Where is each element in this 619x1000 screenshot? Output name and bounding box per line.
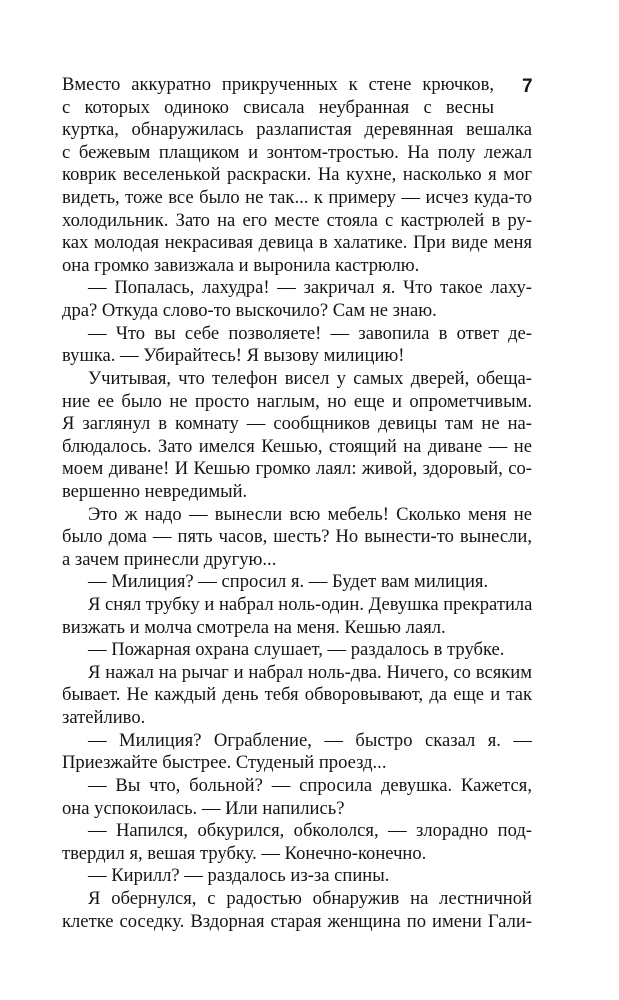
text-line: — Милиция? — спросил я. — Будет вам милиция. (88, 571, 489, 593)
text-line: бывает. Не каждый день тебя обворовывают, да еще и так (62, 684, 532, 706)
text-line: Я обернулся, с радостью обнаружив на лестничной (88, 887, 532, 909)
text-line: дра? Откуда слово-то выскочило? Сам не знаю. (62, 300, 437, 322)
text-line: а зачем принесли другую... (62, 548, 277, 570)
text-line: ках молодая некрасивая девица в халатике. При виде меня (62, 232, 532, 254)
text-line: Это ж надо — вынесли всю мебель! Сколько меня не (88, 503, 532, 525)
text-line: — Пожарная охрана слушает, — раздалось в трубке. (88, 639, 505, 661)
body-text (62, 74, 532, 933)
text-line: блюдалось. Зато имелся Кешью, стоящий на диване — не (62, 435, 532, 457)
text-line: холодильник. Зато на его месте стояла с кастрюлей в ру- (62, 209, 532, 231)
text-line: — Кирилл? — раздалось из-за спины. (88, 865, 390, 887)
text-line: моем диване! И Кешью громко лаял: живой, здоровый, со- (62, 458, 532, 480)
text-line: она громко завизжала и выронила кастрюлю. (62, 254, 420, 276)
text-line: Я заглянул в комнату — сообщников девицы там не на- (62, 413, 532, 435)
text-line: вершенно невредимый. (62, 480, 248, 502)
text-line: клетке соседку. Вздорная старая женщина по имени Гали- (62, 910, 532, 932)
text-line: Приезжайте быстрее. Студеный проезд... (62, 752, 387, 774)
text-line: с бежевым плащиком и зонтом-тростью. На полу лежал (62, 141, 532, 163)
page-number: 7 (522, 76, 533, 97)
text-line: визжать и молча смотрела на меня. Кешью лаял. (62, 616, 446, 638)
text-line: затейливо. (62, 707, 146, 729)
text-line: — Милиция? Ограбление, — быстро сказал я. — (88, 729, 532, 751)
text-line: Я снял трубку и набрал ноль-один. Девушка прекратила (88, 594, 533, 616)
text-line: куртка, обнаружилась разлапистая деревянная вешалка (62, 119, 532, 141)
text-line: вушка. — Убирайтесь! Я вызову милицию! (62, 345, 405, 367)
text-line: Вместо аккуратно прикрученных к стене крючков, (62, 74, 494, 95)
text-line: было дома — пять часов, шесть? Но вынести-то вынесли, (62, 526, 532, 548)
text-line: — Попалась, лахудра! — закричал я. Что такое лаху- (88, 277, 532, 299)
text-line: — Что вы себе позволяете! — завопила в ответ де- (88, 322, 532, 344)
text-line: — Напился, обкурился, обкололся, — злорадно под- (88, 820, 532, 842)
text-line: видеть, тоже все было не так... к примеру — исчез куда-то (62, 187, 532, 209)
text-line: — Вы что, больной? — спросила девушка. Кажется, (88, 774, 532, 796)
text-line: ние ее было не просто наглым, но еще и опрометчивым. (62, 390, 532, 412)
text-line: коврик веселенькой раскраски. На кухне, насколько я мог (62, 164, 532, 186)
text-line: Я нажал на рычаг и набрал ноль-два. Ничего, со всяким (88, 661, 532, 683)
text-line: с которых одиноко свисала неубранная с весны (62, 96, 494, 118)
text-line: она успокоилась. — Или напились? (62, 797, 345, 819)
text-line: Учитывая, что телефон висел у самых дверей, обеща- (88, 367, 532, 389)
text-line: твердил я, вешая трубку. — Конечно-конечно. (62, 842, 427, 864)
